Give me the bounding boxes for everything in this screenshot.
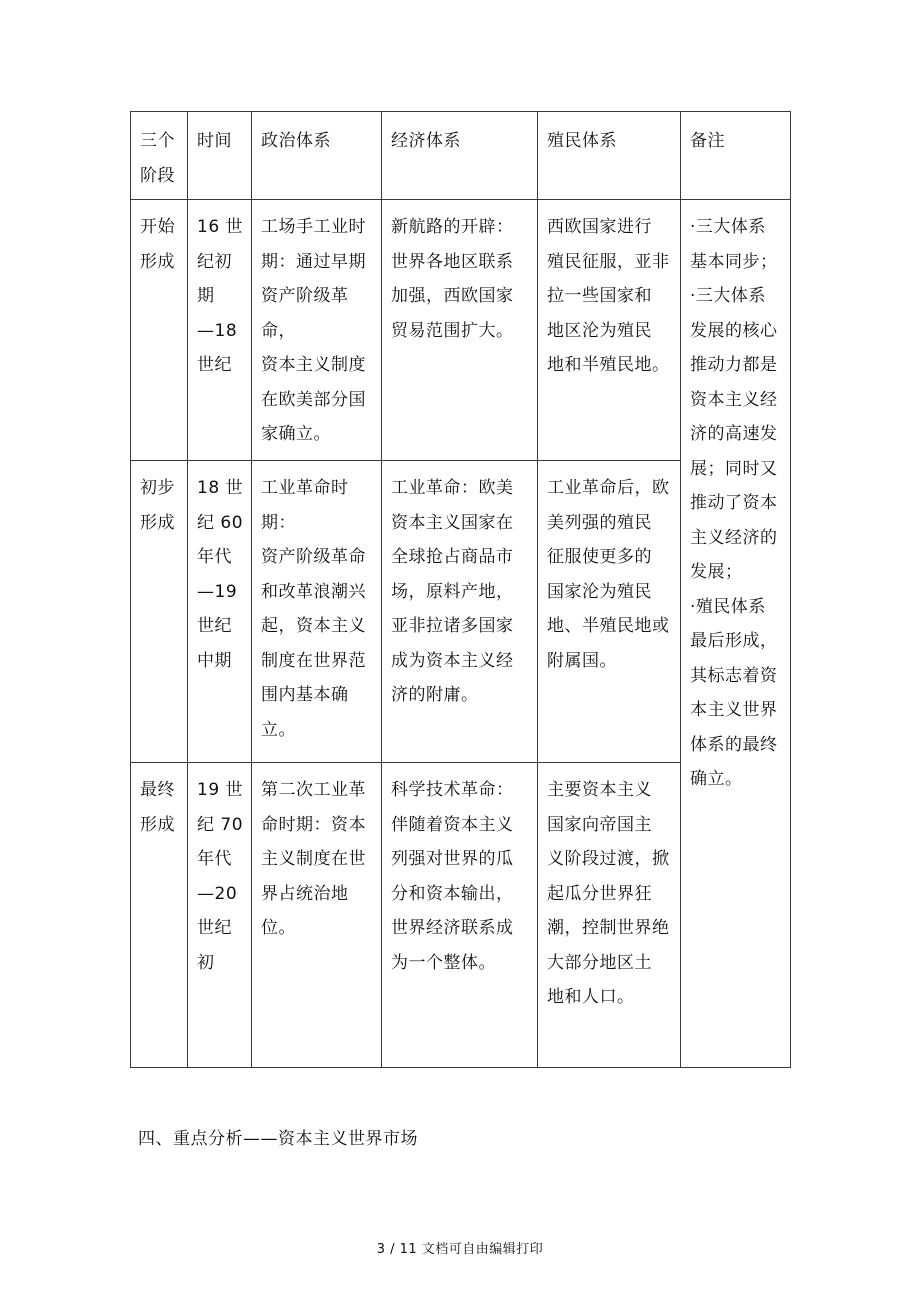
header-colonial: 殖民体系 (538, 112, 681, 200)
time-cell: 18 世 纪 60 年代 —19 世纪 中期 (188, 461, 252, 763)
economic-cell: 工业革命：欧美 资本主义国家在 全球抢占商品市 场，原料产地， 亚非拉诸多国家 成为资本主义经 济的附庸。 (382, 461, 538, 763)
colonial-cell: 工业革命后，欧 美列强的殖民 征服使更多的 国家沦为殖民 地、半殖民地或 附属国。 (538, 461, 681, 763)
political-cell: 工业革命时期： 资产阶级革命 和改革浪潮兴 起，资本主义 制度在世界范 围内基本确立。 (252, 461, 382, 763)
stage-comparison-table (130, 111, 791, 1068)
table-header-row (131, 112, 791, 200)
header-stage: 三个 阶段 (131, 112, 188, 200)
stage-cell: 初步 形成 (131, 461, 188, 763)
notes-cell: ·三大体系 基本同步； ·三大体系 发展的核心 推动力都是 资本主义经 济的高速发 展；同时又 推动了资本 主义经济的 发展； ·殖民体系 最后形成， 其标志着资 本主义世界 体系的最终 确立。 (681, 200, 791, 1068)
stage-cell: 最终 形成 (131, 763, 188, 1068)
header-time: 时间 (188, 112, 252, 200)
economic-cell: 新航路的开辟： 世界各地区联系 加强，西欧国家 贸易范围扩大。 (382, 200, 538, 461)
header-notes: 备注 (681, 112, 791, 200)
header-economic: 经济体系 (382, 112, 538, 200)
political-cell: 第二次工业革 命时期：资本 主义制度在世 界占统治地位。 (252, 763, 382, 1068)
time-cell: 16 世 纪初 期 —18 世纪 (188, 200, 252, 461)
economic-cell: 科学技术革命： 伴随着资本主义 列强对世界的瓜 分和资本输出， 世界经济联系成 为一个整体。 (382, 763, 538, 1068)
page-footer: 3 / 11 文档可自由编辑打印 (376, 1242, 544, 1257)
table-row (131, 200, 791, 461)
political-cell: 工场手工业时 期：通过早期 资产阶级革命， 资本主义制度 在欧美部分国 家确立。 (252, 200, 382, 461)
stage-cell: 开始 形成 (131, 200, 188, 461)
colonial-cell: 主要资本主义 国家向帝国主 义阶段过渡，掀 起瓜分世界狂 潮，控制世界绝 大部分地区土 地和人口。 (538, 763, 681, 1068)
colonial-cell: 西欧国家进行 殖民征服，亚非 拉一些国家和 地区沦为殖民 地和半殖民地。 (538, 200, 681, 461)
time-cell: 19 世 纪 70 年代 —20 世纪 初 (188, 763, 252, 1068)
section-heading: 四、重点分析——资本主义世界市场 (138, 1129, 418, 1149)
header-political: 政治体系 (252, 112, 382, 200)
